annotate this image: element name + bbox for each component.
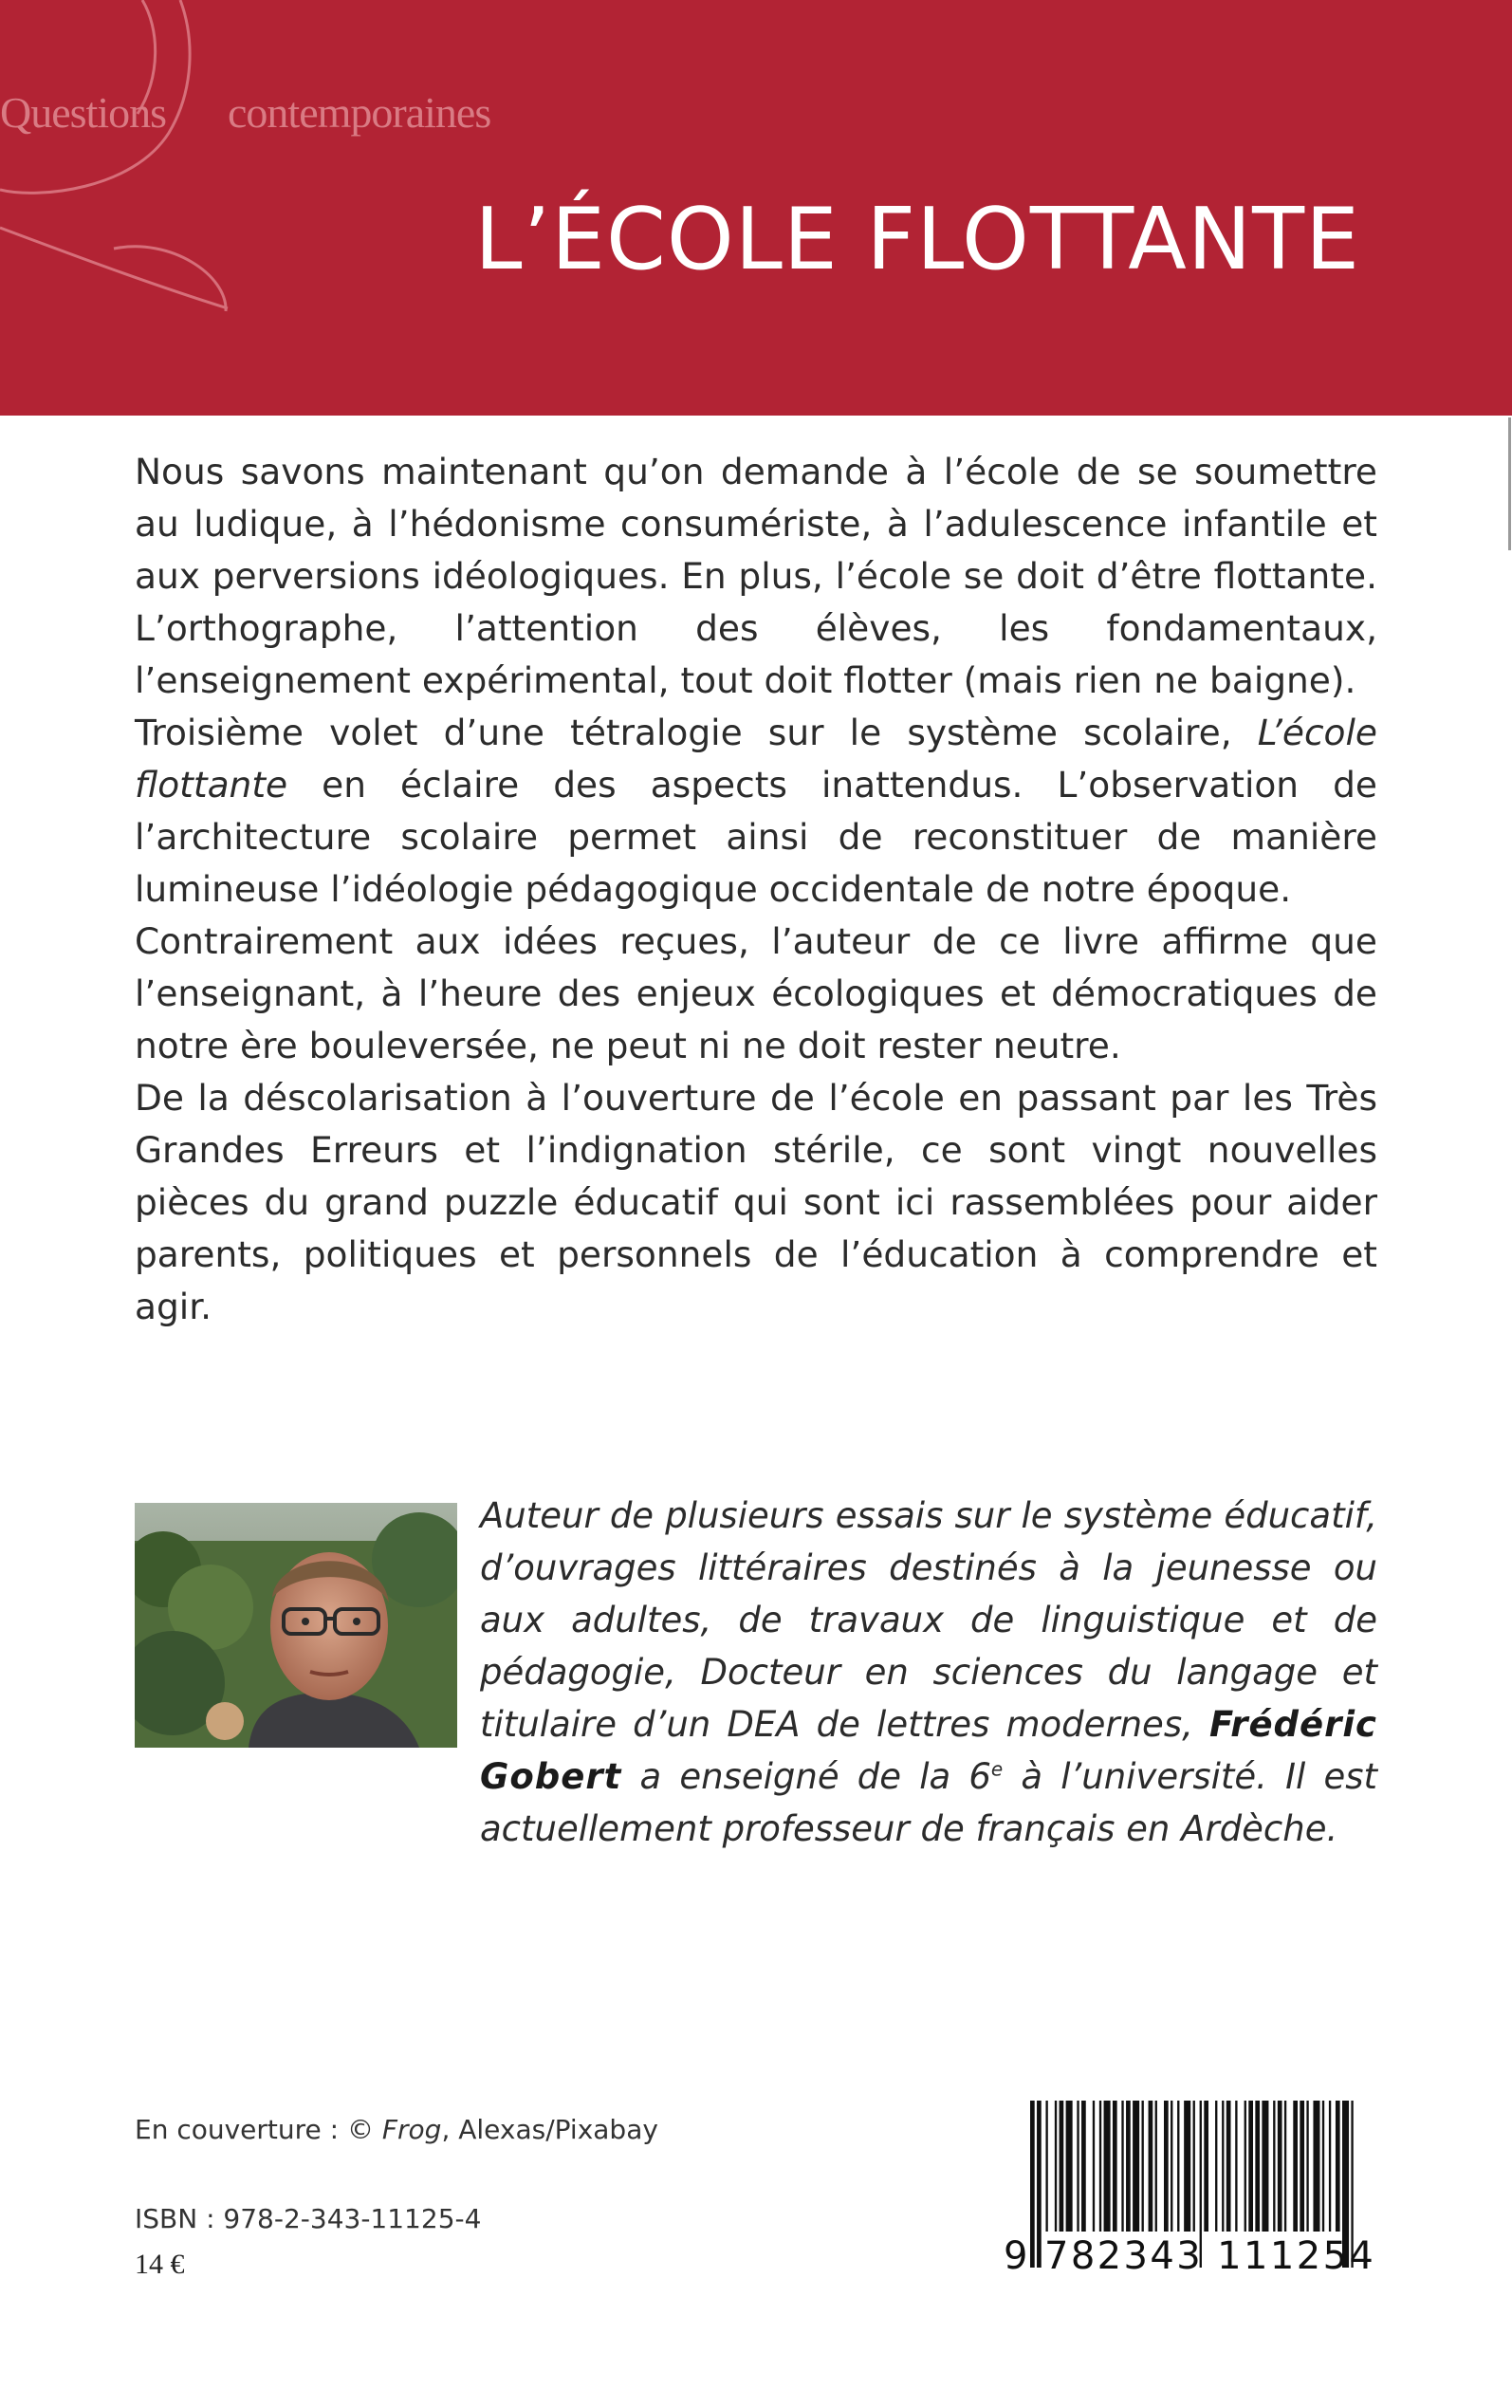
- author-photo: [135, 1503, 457, 1748]
- barcode-bar: [1142, 2101, 1144, 2232]
- barcode-bar: [1226, 2101, 1231, 2232]
- barcode-bar: [1177, 2101, 1179, 2232]
- barcode-bar: [1104, 2101, 1111, 2232]
- barcode-bar: [1149, 2101, 1153, 2232]
- blurb-paragraph-2: [135, 707, 1377, 916]
- barcode-bar: [1222, 2101, 1224, 2232]
- barcode-digits: 9 782343 111254: [1004, 2234, 1376, 2278]
- barcode-bar: [1273, 2101, 1275, 2232]
- barcode-bar: [1164, 2101, 1169, 2232]
- bio-text-b: a enseigné de la 6: [621, 1756, 991, 1797]
- barcode-bar: [1235, 2101, 1237, 2232]
- barcode-bar: [1245, 2101, 1246, 2232]
- barcode-bar: [1336, 2101, 1340, 2232]
- barcode-bar: [1204, 2101, 1208, 2232]
- barcode-bar: [1171, 2101, 1172, 2232]
- barcode-bar: [1045, 2101, 1047, 2232]
- barcode-bar: [1284, 2101, 1286, 2232]
- barcode-bar: [1184, 2101, 1190, 2232]
- series-word-1: Questions: [0, 88, 166, 137]
- barcode-bar: [1262, 2101, 1268, 2232]
- edge-line: [1508, 417, 1511, 550]
- barcode-bar: [1255, 2101, 1260, 2232]
- barcode-bar: [1066, 2101, 1073, 2232]
- barcode-bar: [1215, 2101, 1217, 2232]
- blurb-p2-text-b: en éclaire des aspects inattendus. L’observation de l’architecture scolaire permet ainsi de reconstituer de manière lumineuse l’idéologie pédagogique occidentale de notre époque.: [135, 764, 1377, 910]
- barcode-bar: [1293, 2101, 1298, 2232]
- bio-text-a: Auteur de plusieurs essais sur le système éducatif, d’ouvrages littéraires destinés à la jeunesse ou aux adultes, de travaux de linguistique et de pédagogie, Docteur en sciences du langage et titulaire d’un DEA de lettres modernes,: [480, 1495, 1377, 1745]
- series-name: [0, 87, 491, 138]
- barcode-bar: [1133, 2101, 1139, 2232]
- blurb-p2-text-a: Troisième volet d’une tétralogie sur le système scolaire,: [135, 712, 1258, 753]
- barcode-bar: [1278, 2101, 1282, 2232]
- barcode-bar: [1121, 2101, 1123, 2232]
- author-name: Frédéric Gobert: [480, 1704, 1377, 1797]
- blurb-p2-title: L’école flottante: [135, 712, 1377, 806]
- barcode-bar: [1300, 2101, 1304, 2232]
- credit-name: Frog: [381, 2114, 442, 2145]
- series-word-2: contemporaines: [228, 88, 491, 137]
- barcode-bar: [1126, 2101, 1131, 2232]
- price: 14 €: [135, 2249, 185, 2280]
- credit-suffix: , Alexas/Pixabay: [441, 2114, 658, 2145]
- barcode-bar: [1329, 2101, 1331, 2232]
- book-title: L’ÉCOLE FLOTTANTE: [474, 190, 1360, 289]
- blurb-paragraph-4: De la déscolarisation à l’ouverture de l’école en passant par les Très Grandes Erreurs et l’indignation stérile, ce sont vingt nouvelles pièces du grand puzzle éducatif qui sont ici rassemblées pour aider parents, politiques et personnels de l’éducation à comprendre et agir.: [135, 1077, 1377, 1327]
- barcode-bar: [1099, 2101, 1101, 2232]
- isbn: ISBN : 978-2-343-11125-4: [135, 2203, 482, 2234]
- barcode-bar: [1313, 2101, 1319, 2232]
- barcode-bar: [1055, 2101, 1057, 2232]
- barcode-bar: [1060, 2101, 1064, 2232]
- bio-text-c: à l’université. Il est actuellement professeur de français en Ardèche.: [480, 1756, 1378, 1849]
- barcode-bar: [1093, 2101, 1095, 2232]
- barcode-bar: [1155, 2101, 1157, 2232]
- barcode-bar: [1322, 2101, 1324, 2232]
- back-cover-blurb: [135, 446, 1377, 1333]
- credit-prefix: En couverture : ©: [135, 2114, 382, 2145]
- bio-superscript: e: [990, 1757, 1004, 1781]
- author-bio: [480, 1490, 1377, 1855]
- cover-header: [0, 0, 1512, 416]
- barcode-bar: [1193, 2101, 1195, 2232]
- barcode-bar: [1113, 2101, 1117, 2232]
- barcode-bar: [1248, 2101, 1253, 2232]
- blurb-paragraph-3: Contrairement aux idées reçues, l’auteur de ce livre affirme que l’enseignant, à l’heure des enjeux écologiques et démocratiques de notre ère bouleversée, ne peut ni ne doit rester neutre.: [135, 920, 1377, 1066]
- barcode-bar: [1306, 2101, 1308, 2232]
- blurb-paragraph-1: Nous savons maintenant qu’on demande à l’école de se soumettre au ludique, à l’hédonisme consumériste, à l’adulescence infantile et aux perversions idéologiques. En plus, l’école se doit d’être flottante. L’orthographe, l’attention des élèves, les fondamentaux, l’enseignement expérimental, tout doit flotter (mais rien ne baigne).: [135, 451, 1377, 701]
- barcode-bar: [1077, 2101, 1079, 2232]
- barcode-bar: [1081, 2101, 1086, 2232]
- cover-credit: [135, 2114, 658, 2145]
- series-q-logo: [0, 0, 285, 323]
